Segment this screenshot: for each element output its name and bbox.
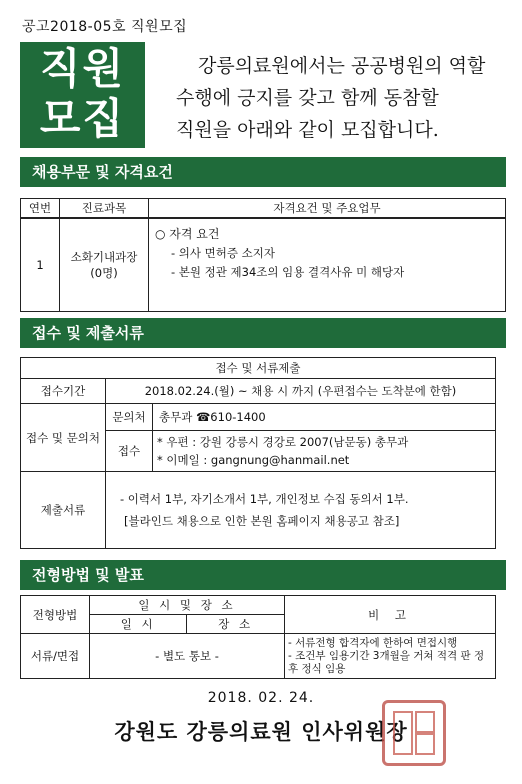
col-header-no: 연번 <box>21 199 60 219</box>
col-header-note: 비 고 <box>285 596 496 634</box>
dept-count: (0명) <box>90 266 118 280</box>
row-method: 서류/면접 <box>21 634 90 679</box>
note-line: - 조건부 임용기간 3개월을 거쳐 적격 판 정 후 정식 임용 <box>288 649 485 675</box>
col-header-schedule: 일 시 및 장 소 <box>90 596 285 615</box>
section-title-application: 접수 및 제출서류 <box>20 318 506 348</box>
docs-label: 제출서류 <box>21 472 106 549</box>
docs-line: - 이력서 1부, 자기소개서 1부, 개인정보 수집 동의서 1부. <box>120 492 409 506</box>
notice-number: 공고2018-05호 직원모집 <box>22 19 188 35</box>
row-no: 1 <box>21 218 60 312</box>
intro-text <box>176 50 506 146</box>
dept-name: 소화기내과장 <box>70 250 138 264</box>
col-header-dept: 진료과목 <box>60 199 149 219</box>
req-item: - 본원 정관 제34조의 임용 결격사유 미 해당자 <box>171 265 405 279</box>
table-row <box>21 634 496 679</box>
req-item: - 의사 면허증 소지자 <box>171 246 275 260</box>
col-header-method: 전형방법 <box>21 596 90 634</box>
row-requirements <box>149 218 506 312</box>
section-title-selection: 전형방법 및 발표 <box>20 560 506 590</box>
req-title: ○ 자격 요건 <box>155 227 220 241</box>
application-table <box>20 357 496 549</box>
inquiry-label: 문의처 <box>106 404 153 431</box>
sign-date: 2018. 02. 24. <box>207 690 315 706</box>
contact-label: 접수 및 문의처 <box>21 404 106 472</box>
period-value: 2018.02.24.(월) ~ 채용 시 까지 (우편접수는 도착분에 한함) <box>106 379 496 404</box>
col-header-date: 일 시 <box>90 615 187 634</box>
col-header-requirements: 자격요건 및 주요업무 <box>149 199 506 219</box>
inquiry-value: 총무과 ☎610-1400 <box>153 404 496 431</box>
application-header: 접수 및 서류제출 <box>21 358 496 379</box>
docs-info <box>106 472 496 549</box>
receipt-email: * 이메일 : gangnung@hanmail.net <box>157 453 350 467</box>
positions-table <box>20 198 506 312</box>
note-line: - 서류전형 합격자에 한하여 면접시행 <box>288 636 458 649</box>
receipt-label: 접수 <box>106 431 153 472</box>
official-seal-icon <box>382 700 446 766</box>
row-dept <box>60 218 149 312</box>
sign-organization: 강원도 강릉의료원 인사위원장 <box>114 720 408 744</box>
row-note <box>285 634 496 679</box>
docs-line: [블라인드 채용으로 인한 본원 홈페이지 채용공고 참조] <box>124 514 400 528</box>
receipt-mail: * 우편 : 강원 강릉시 경강로 2007(남문동) 총무과 <box>157 435 409 449</box>
logo-line-2: 모집 <box>39 94 126 143</box>
intro-line: 수행에 긍지를 갖고 함께 동참할 <box>176 87 439 109</box>
receipt-info <box>153 431 496 472</box>
logo-line-1: 직원 <box>39 44 126 93</box>
section-title-positions: 채용부문 및 자격요건 <box>20 157 506 187</box>
table-row <box>21 218 506 312</box>
intro-line: 직원을 아래와 같이 모집합니다. <box>176 119 439 141</box>
recruit-logo <box>20 42 145 148</box>
period-label: 접수기간 <box>21 379 106 404</box>
intro-line: 강릉의료원에서는 공공병원의 역할 <box>198 55 486 77</box>
col-header-place: 장 소 <box>187 615 285 634</box>
row-schedule: - 별도 통보 - <box>90 634 285 679</box>
selection-table <box>20 595 496 679</box>
